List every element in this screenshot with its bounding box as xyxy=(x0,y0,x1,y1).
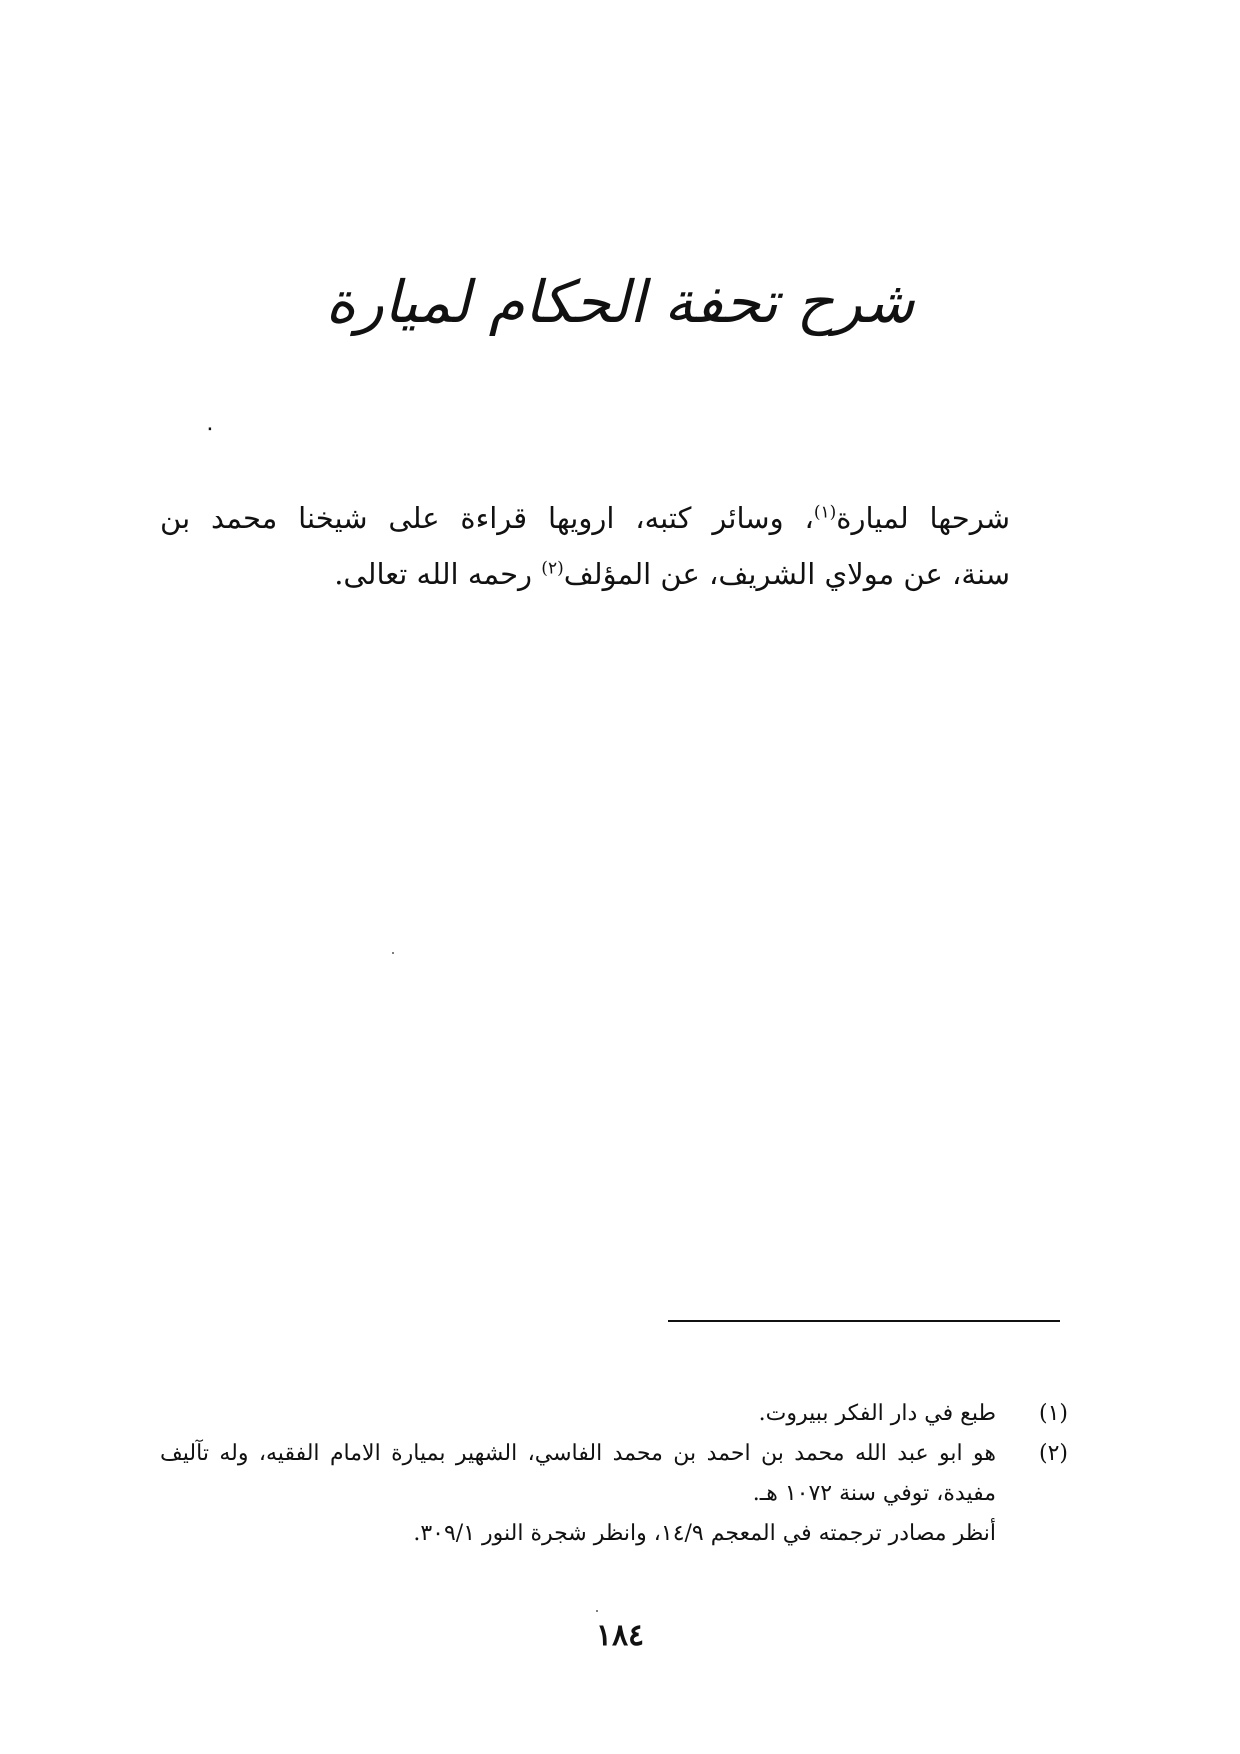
footnote-separator xyxy=(668,1320,1060,1322)
body-line-2 xyxy=(160,546,1010,602)
footnote-reference-2: (٢) xyxy=(541,558,564,579)
scan-speck xyxy=(596,1610,598,1612)
footnote-text xyxy=(160,1394,996,1434)
footnotes xyxy=(160,1394,1068,1554)
footnote-line: هو ابو عبد الله محمد بن احمد بن محمد الفاسي، الشهير بميارة الامام الفقيه، وله تآليف xyxy=(160,1441,996,1466)
footnote-text xyxy=(160,1434,996,1554)
scan-speck xyxy=(392,952,394,954)
footnote-number: (١) xyxy=(1038,1401,1068,1426)
body-text-segment: ، وسائر كتبه، ارويها قراءة على شيخنا محمد بن xyxy=(160,501,814,535)
footnote-reference-1: (١) xyxy=(813,502,837,523)
footnote-2 xyxy=(160,1434,1068,1554)
body-text-segment: رحمه الله تعالى. xyxy=(334,557,542,591)
stray-mark: ٠ xyxy=(204,416,216,441)
body-paragraph xyxy=(160,490,1010,602)
footnote-line: أنظر مصادر ترجمته في المعجم ١٤/٩، وانظر شجرة النور ٣٠٩/١. xyxy=(413,1521,996,1546)
page-title: شرح تحفة الحكام لميارة xyxy=(325,268,915,336)
body-line-1 xyxy=(160,490,1010,546)
body-text-segment: سنة، عن مولاي الشريف، عن المؤلف xyxy=(563,557,1010,591)
footnote-line: مفيدة، توفي سنة ١٠٧٢ هـ. xyxy=(752,1481,996,1506)
footnote-number: (٢) xyxy=(1038,1441,1068,1466)
footnote-line: طبع في دار الفكر ببيروت. xyxy=(758,1401,996,1426)
page-number: ١٨٤ xyxy=(595,1618,645,1653)
footnote-1 xyxy=(160,1394,1068,1434)
body-text-segment: شرحها لميارة xyxy=(836,501,1010,535)
